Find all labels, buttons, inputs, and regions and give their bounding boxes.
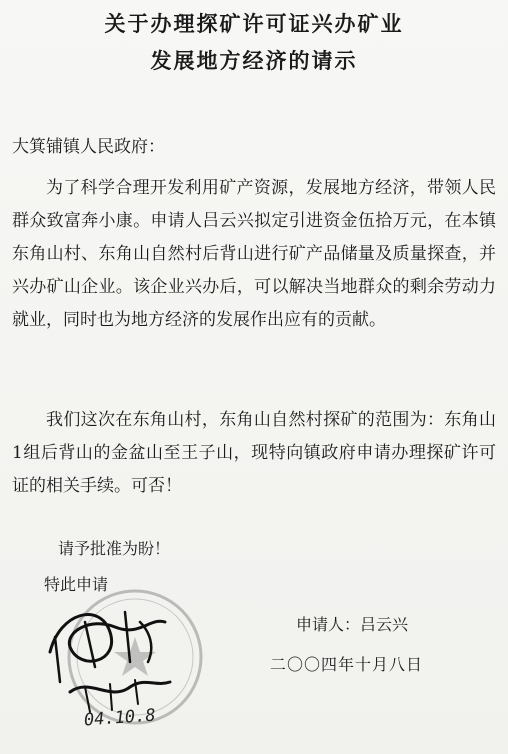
request-line: 请予批准为盼！: [58, 539, 171, 558]
salutation: 大箕铺镇人民政府：: [12, 137, 165, 157]
handwritten-date: 04.10.8: [83, 705, 157, 731]
document-date: 二〇〇四年十月八日: [270, 655, 424, 674]
document-title-line2: 发展地方经济的请示: [150, 49, 358, 73]
closing-line: 特此申请: [44, 575, 109, 594]
applicant-signature-line: 申请人：吕云兴: [296, 615, 409, 634]
paragraph-1: 为了科学合理开发利用矿产资源，发展地方经济，带领人民群众致富奔小康。申请人吕云兴拟定引进资金伍拾万元，在本镇东角山村、东角山自然村后背山进行矿产品储量及质量探查，并兴办矿山企业。该企业兴办后，可以解决当地群众的剩余劳动力就业，同时也为地方经济的发展作出应有的贡献。: [12, 178, 496, 330]
document-title-line1: 关于办理探矿许可证兴办矿业: [104, 12, 404, 36]
paragraph-2: 我们这次在东角山村，东角山自然村探矿的范围为：东角山1组后背山的金盆山至王子山，现特向镇政府申请办理探矿许可证的相关手续。可否！: [12, 410, 496, 496]
